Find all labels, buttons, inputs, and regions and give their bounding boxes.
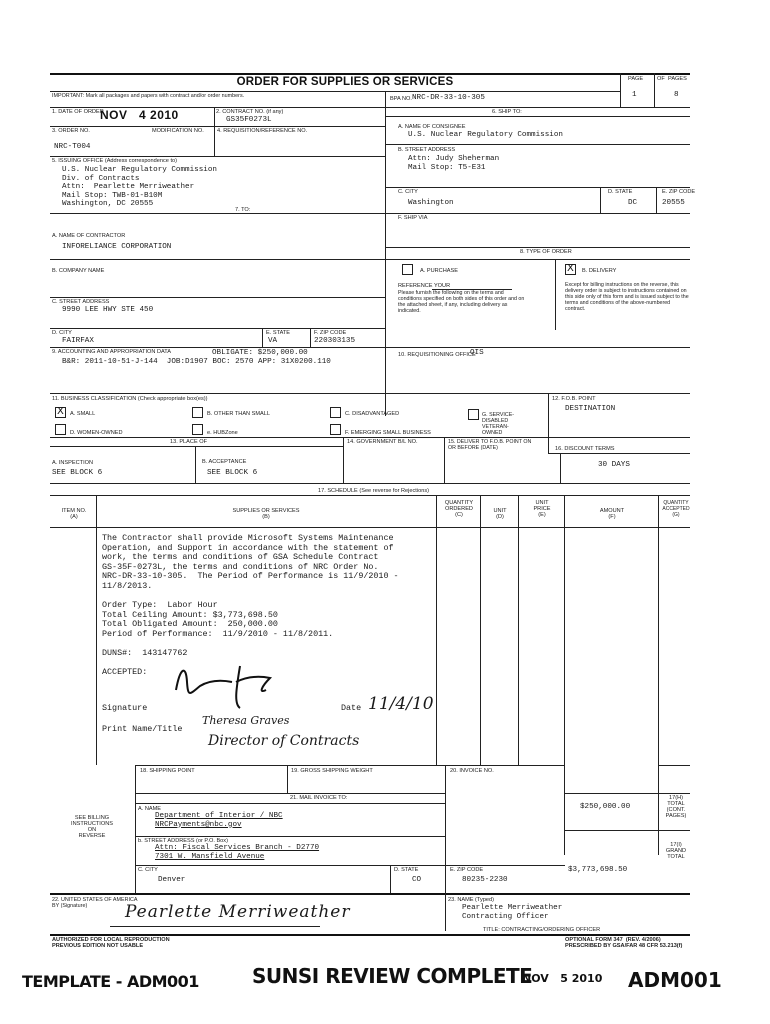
contractor-city-label: D. CITY	[52, 330, 72, 336]
type-of-order-label: 8. TYPE OF ORDER	[520, 249, 572, 255]
invoice-city-label: C. CITY	[138, 867, 158, 873]
order-no-label: 3. ORDER NO.	[52, 128, 90, 134]
contracting-officer-signature: Pearlette Merriweather	[125, 902, 351, 922]
accounting-data: OBLIGATE: $250,000.00 B&R: 2011-10-51-J-144 JOB:D1907 BOC: 2570 APP: 31X0200.110	[62, 349, 331, 366]
other-than-small-label: B. OTHER THAN SMALL	[207, 411, 270, 417]
issuing-office-label: 5. ISSUING OFFICE (Address correspondence to)	[52, 158, 177, 164]
page-number: 1	[632, 91, 637, 99]
adm-stamp: ADM001	[628, 968, 722, 992]
print-name-label: Print Name/Title	[102, 724, 183, 734]
other-than-small-checkbox	[192, 407, 203, 418]
mail-invoice-label: 21. MAIL INVOICE TO:	[290, 795, 348, 801]
col-unit-price: UNIT PRICE (E)	[533, 500, 551, 518]
women-owned-label: D. WOMEN-OWNED	[70, 430, 123, 436]
contractor-state: VA	[268, 337, 278, 345]
date-label: Date	[341, 703, 362, 713]
handwritten-date: 11/4/10	[368, 694, 434, 714]
business-class-label: 11. BUSINESS CLASSIFICATION (Check appropriate box(es))	[52, 396, 208, 402]
contractor-street-label: C. STREET ADDRESS	[52, 299, 110, 305]
invoice-street-label: b. STREET ADDRESS (or P.O. Box)	[138, 838, 228, 844]
fob-label: 12. F.O.B. POINT	[552, 396, 596, 402]
disadvantaged-label: C. DISADVANTAGED	[345, 411, 400, 417]
invoice-zip: 80235-2230	[462, 876, 508, 884]
col-unit: UNIT (D)	[493, 508, 507, 520]
to-label: 7. TO:	[235, 207, 251, 213]
small-mark: X	[57, 406, 64, 417]
total-pages: 8	[674, 91, 679, 99]
acceptance-label: B. ACCEPTANCE	[202, 459, 247, 465]
invoice-state: CO	[412, 876, 422, 884]
ship-street-label: B. STREET ADDRESS	[398, 147, 456, 153]
emerging-checkbox	[330, 424, 341, 435]
requisitioning-office-label: 10. REQUISITIONING OFFICE	[398, 352, 476, 358]
veteran-checkbox	[468, 409, 479, 420]
schedule-label: 17. SCHEDULE (See reverse for Rejections)	[318, 488, 429, 494]
grand-total-label: 17(I) GRAND TOTAL	[665, 842, 687, 860]
purchase-label: A. PURCHASE	[420, 268, 458, 274]
discount-terms-label: 16. DISCOUNT TERMS	[555, 446, 615, 452]
issuing-office: U.S. Nuclear Regulatory Commission Div. of Contracts Attn: Pearlette Merriweather Mail Stop: TWB-01-B10M Washington, DC 20555	[62, 166, 217, 209]
handwritten-title: Director of Contracts	[208, 733, 360, 749]
col-quantity: QUANTITY ORDERED (C)	[444, 500, 474, 518]
contractor-street: 9990 LEE HWY STE 450	[62, 306, 154, 314]
small-label: A. SMALL	[70, 411, 96, 417]
ship-state-label: D. STATE	[608, 189, 633, 195]
ship-city: Washington	[408, 199, 454, 207]
page-label: PAGE	[628, 76, 644, 82]
sunsi-stamp: SUNSI REVIEW COMPLETE	[252, 964, 533, 988]
accepted-signature	[170, 660, 285, 710]
disadvantaged-checkbox	[330, 407, 341, 418]
shipping-point-label: 18. SHIPPING POINT	[140, 768, 195, 774]
invoice-name: Department of Interior / NBC NRCPayments@nbc.gov	[155, 812, 283, 829]
accounting-label: 9. ACCOUNTING AND APPROPRIATION DATA	[52, 349, 172, 355]
signature-label: Signature	[102, 703, 148, 713]
date-of-order-label: 1. DATE OF ORDER	[52, 109, 104, 115]
veteran-label: G. SERVICE-DISABLED VETERAN-OWNED	[482, 412, 514, 436]
contract-no-label: 2. CONTRACT NO. (if any)	[216, 109, 284, 115]
place-of-label: 13. PLACE OF	[170, 439, 207, 445]
footer-right: OPTIONAL FORM 347 (REV. 4/2006) PRESCRIBED BY GSA/FAR 48 CFR 53.213(f)	[565, 937, 683, 949]
date-stamp: NOV 5 2010	[522, 972, 603, 985]
total-amount: $250,000.00	[580, 803, 631, 811]
handwritten-name: Theresa Graves	[202, 714, 290, 727]
name-typed: Pearlette Merriweather Contracting Officer	[462, 904, 563, 921]
pages-label: PAGES	[668, 76, 687, 82]
invoice-street: Attn: Fiscal Services Branch - D2770 7301 W. Mansfield Avenue	[155, 844, 320, 861]
order-no: NRC-T004	[54, 143, 91, 151]
discount-terms: 30 DAYS	[598, 461, 630, 469]
ship-zip: 20555	[662, 199, 685, 207]
contractor-city: FAIRFAX	[62, 337, 94, 345]
schedule-description: The Contractor shall provide Microsoft Systems Maintenance Operation, and Support in accordance with the statement of work, the terms and conditions of GSA Schedule Contract GS-35F-0273L, the terms and conditions of NRC Order No. NRC-DR-33-10-305. The Period of Performance is 11/9/2010 - 11/8/2013. Order Type: Labor Hour Total Ceiling Amount: $3,773,698.50 Total Obligated Amount: 250,000.00 Period of Performance: 11/9/2010 - 11/8/2011. DUNS#: 143147762 ACCEPTED:	[102, 533, 399, 678]
hubzone-checkbox	[192, 424, 203, 435]
usa-label: 22. UNITED STATES OF AMERICA BY (Signature)	[52, 897, 138, 909]
delivery-text: Except for billing instructions on the reverse, this delivery order is subject to instructions contained on this side only of this form and is issued subject to the terms and conditions of the above-numbered contract.	[565, 282, 689, 312]
reference-your: REFERENCE YOUR	[398, 283, 451, 289]
ship-to-label: 6. SHIP TO:	[492, 109, 522, 115]
purchase-text: Please furnish the following on the terms and conditions specified on both sides of this order and on the attached sheet, if any, including delivery as indicated.	[398, 290, 525, 314]
women-owned-checkbox	[55, 424, 66, 435]
invoice-zip-label: E. ZIP CODE	[450, 867, 484, 873]
ship-state: DC	[628, 199, 638, 207]
contractor-name: INFORELIANCE CORPORATION	[62, 243, 172, 251]
deliver-fob-label: 15. DELIVER TO F.O.B. POINT ON OR BEFORE (DATE)	[448, 439, 532, 451]
date-of-order-stamp: NOV 4 2010	[100, 108, 179, 122]
col-item-no: ITEM NO. (A)	[61, 508, 87, 520]
company-name-label: B. COMPANY NAME	[52, 268, 105, 274]
col-accepted: QUANTITY ACCEPTED (G)	[662, 500, 690, 518]
col-amount: AMOUNT (F)	[599, 508, 625, 520]
inspection-label: A. INSPECTION	[52, 460, 94, 466]
important-note: IMPORTANT: Mark all packages and papers with contract and/or order numbers.	[52, 93, 245, 99]
contractor-state-label: E. STATE	[266, 330, 291, 336]
purchase-checkbox	[402, 264, 413, 275]
ship-via-label: F. SHIP VIA	[398, 215, 428, 221]
title-label: TITLE: CONTRACTING/ORDERING OFFICER	[483, 927, 601, 933]
ship-zip-label: E. ZIP CODE	[662, 189, 696, 195]
contract-no: GS35F0273L	[226, 116, 272, 124]
name-typed-label: 23. NAME (Typed)	[448, 897, 495, 903]
grand-total-amount: $3,773,698.50	[568, 866, 628, 874]
delivery-mark: X	[567, 263, 574, 274]
invoice-state-label: D. STATE	[394, 867, 419, 873]
invoice-city: Denver	[158, 876, 186, 884]
fob-point: DESTINATION	[565, 405, 616, 413]
emerging-label: F. EMERGING SMALL BUSINESS	[345, 430, 431, 436]
form-title: ORDER FOR SUPPLIES OR SERVICES	[236, 76, 454, 88]
invoice-no-label: 20. INVOICE NO.	[450, 768, 494, 774]
ship-city-label: C. CITY	[398, 189, 418, 195]
contractor-zip-label: F. ZIP CODE	[314, 330, 347, 336]
contractor-name-label: A. NAME OF CONTRACTOR	[52, 233, 126, 239]
of-label: OF	[657, 76, 665, 82]
hubzone-label: e. HUBZone	[207, 430, 238, 436]
consignee-label: A. NAME OF CONSIGNEE	[398, 124, 466, 130]
bpa-label: BPA NO.	[390, 96, 412, 102]
modification-no-label: MODIFICATION NO.	[152, 128, 204, 134]
acceptance: SEE BLOCK 6	[207, 469, 258, 477]
delivery-label: B. DELIVERY	[582, 268, 617, 274]
total-label: 17(H) TOTAL (CONT. PAGES)	[665, 795, 687, 819]
contractor-zip: 220303135	[314, 337, 356, 345]
requisition-label: 4. REQUISITION/REFERENCE NO.	[217, 128, 308, 134]
bpa-number: NRC-DR-33-10-305	[412, 94, 485, 102]
footer-left: AUTHORIZED FOR LOCAL REPRODUCTION PREVIOUS EDITION NOT USABLE	[52, 937, 170, 949]
billing-instructions: SEE BILLING INSTRUCTIONS ON REVERSE	[71, 815, 113, 839]
invoice-name-label: A. NAME	[138, 806, 162, 812]
ship-street: Attn: Judy Sheherman Mail Stop: T5-E31	[408, 155, 500, 172]
consignee: U.S. Nuclear Regulatory Commission	[408, 131, 563, 139]
govt-bl-label: 14. GOVERNMENT B/L NO.	[347, 439, 418, 445]
gross-weight-label: 19. GROSS SHIPPING WEIGHT	[291, 768, 373, 774]
inspection: SEE BLOCK 6	[52, 469, 103, 477]
template-stamp: TEMPLATE - ADM001	[22, 972, 199, 991]
col-supplies: SUPPLIES OR SERVICES (B)	[232, 508, 300, 520]
requisitioning-office: OIS	[470, 349, 484, 357]
